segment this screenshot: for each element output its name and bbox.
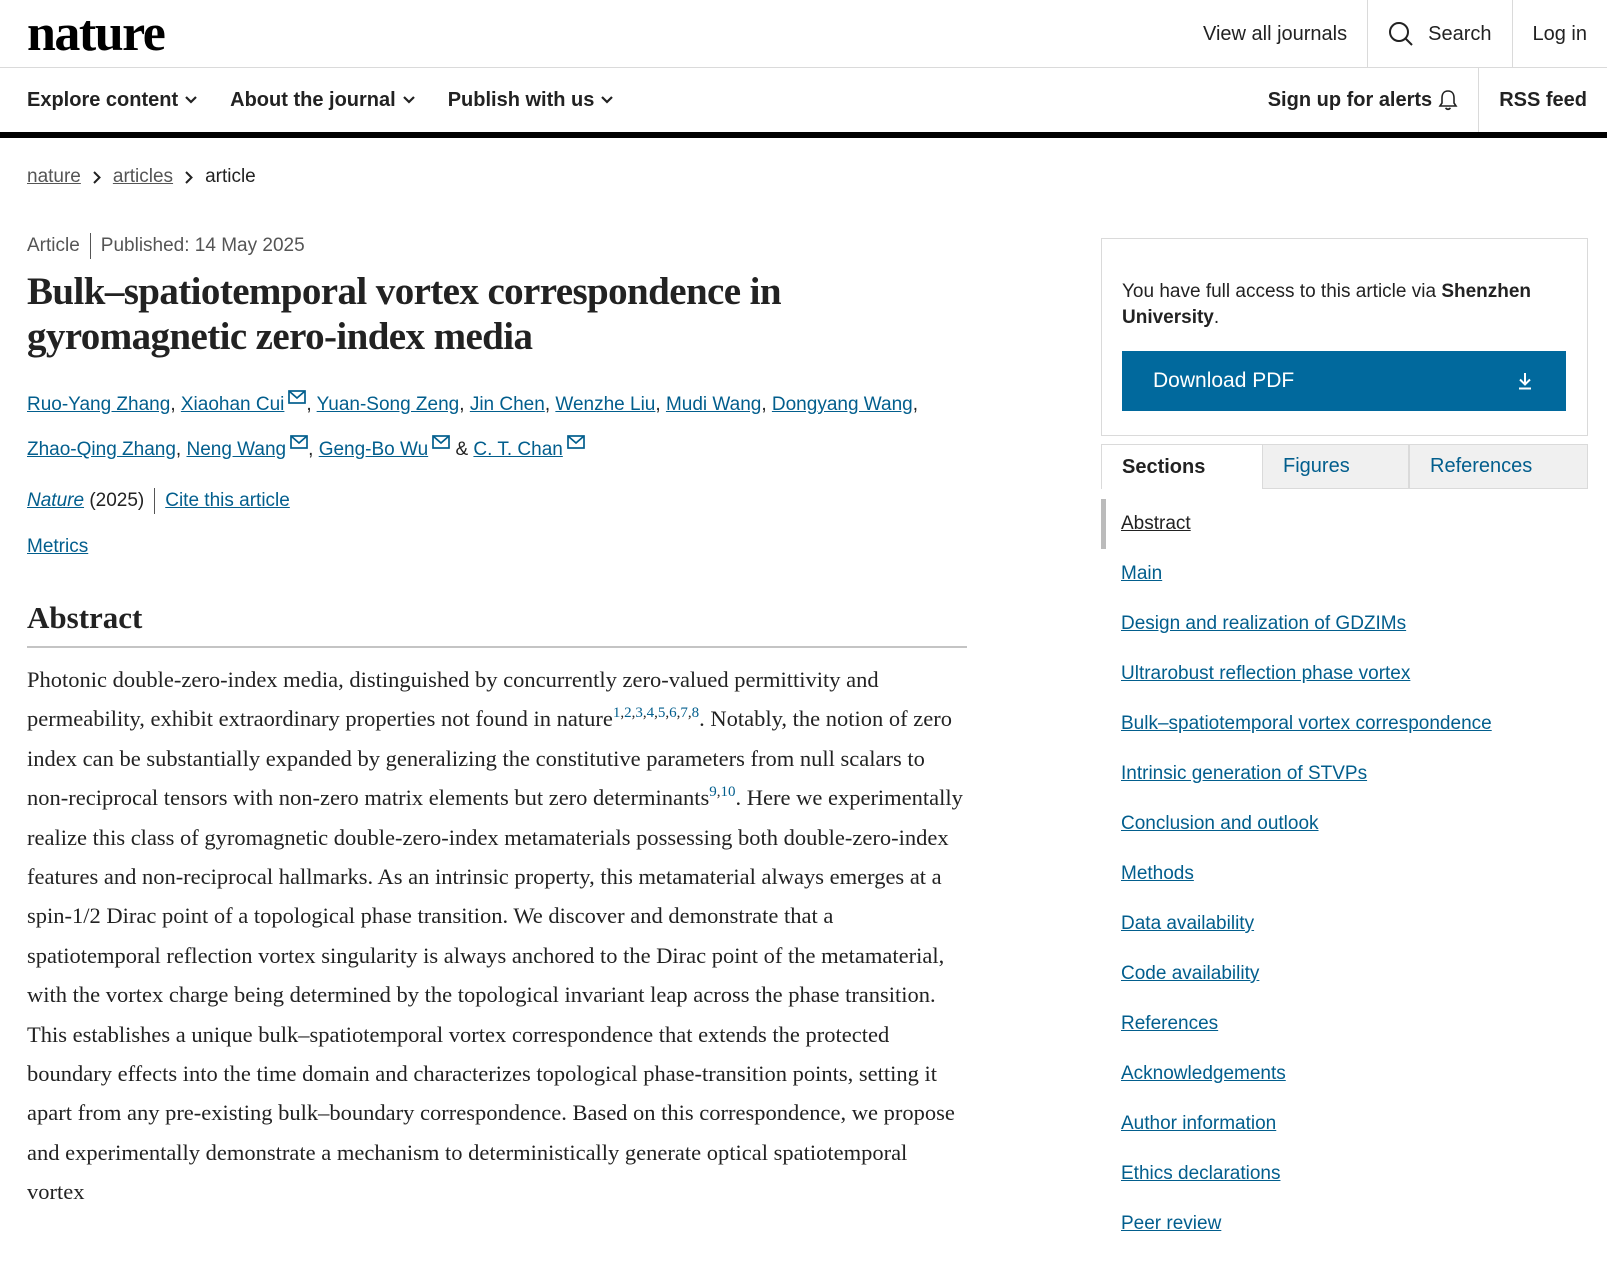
view-all-journals-link[interactable]: View all journals [1202,22,1348,45]
toc-item[interactable]: References [1121,1013,1219,1034]
about-journal-label: About the journal [230,88,396,111]
tab-references[interactable]: References [1409,444,1588,489]
journal-link[interactable] [27,490,84,512]
explore-content-menu[interactable] [27,89,197,112]
publish-with-us-menu[interactable] [448,89,614,112]
toc-item[interactable]: Methods [1121,863,1194,884]
search-icon [1388,21,1414,47]
author-link[interactable]: Ruo-Yang Zhang [27,394,171,415]
access-suffix: . [1213,307,1220,328]
chevron-down-icon [185,96,197,104]
log-in-link[interactable]: Log in [1512,0,1607,68]
abstract-part-1: Photonic double-zero-index media, distinguished by concurrently zero-valued permittivity and permeability, exhibit extraordinary properties not found in nature [27,667,879,732]
article-type: Article [27,235,80,256]
author-link[interactable]: Dongyang Wang [771,394,913,415]
download-pdf-label: Download PDF [1153,369,1295,392]
tab-figures[interactable]: Figures [1262,444,1409,489]
bell-icon [1438,89,1458,111]
journal-nav [0,68,1607,138]
journal-year: (2025) [89,490,145,511]
toc-item[interactable]: Design and realization of GDZIMs [1121,613,1407,634]
reference-link[interactable]: 7 [680,705,688,722]
mail-icon[interactable] [288,379,306,418]
reference-link[interactable]: 8 [691,705,700,722]
toc-item[interactable]: Intrinsic generation of STVPs [1121,763,1368,784]
meta-divider [90,233,91,259]
rss-feed-link[interactable]: RSS feed [1478,68,1607,132]
toc-item[interactable]: Code availability [1121,963,1260,984]
toc-item[interactable]: Bulk–spatiotemporal vortex correspondence [1121,713,1492,734]
article-title: Bulk–spatiotemporal vortex correspondence in gyromagnetic zero-index media [27,270,781,358]
chevron-right-icon [93,171,101,184]
chevron-down-icon [601,96,613,104]
author-link[interactable]: Geng-Bo Wu [318,439,429,460]
abstract-heading: Abstract [27,600,967,648]
institution-name: Shenzhen University [1122,281,1532,328]
toc-item[interactable]: Main [1121,563,1163,584]
publish-with-us-label: Publish with us [447,88,595,111]
mail-icon[interactable] [567,424,585,463]
abstract-text [27,660,967,1212]
journal-citation [27,487,967,515]
abstract-part-2: . Notably, the notion of zero index can be substantially expanded by generalizing the constitutive parameters from null scalars to non-reciprocal tensors with non-zero matrix elements but zero determinants [27,706,952,811]
chevron-right-icon [185,171,193,184]
reference-group-1: 1,2,3,4,5,6,7,8 [612,705,700,722]
reference-link[interactable]: 1 [612,705,621,722]
sidebar-tabs [1101,444,1588,489]
article-main [27,232,967,1212]
metrics-link[interactable]: Metrics [27,536,89,557]
reference-link[interactable]: 5 [657,705,666,722]
author-link[interactable]: Mudi Wang [665,394,762,415]
author-list: Ruo-Yang Zhang, Xiaohan Cui , Yuan-Song Zeng, Jin Chen, Wenzhe Liu, Mudi Wang, Dongyang Wang, Zhao-Qing Zhang, Neng Wang , Geng-Bo Wu & C. T. Chan [27,379,967,469]
breadcrumb-articles-link[interactable]: articles [112,166,174,187]
toc-item[interactable]: Author information [1121,1113,1277,1134]
toc-item[interactable]: Acknowledgements [1121,1063,1286,1084]
reference-link[interactable]: 2 [624,705,632,722]
mail-icon[interactable] [432,424,450,463]
author-link[interactable]: Wenzhe Liu [555,394,656,415]
author-link[interactable]: Jin Chen [469,394,545,415]
reference-group-2: 9,10 [709,784,736,801]
toc-item[interactable]: Peer review [1121,1213,1222,1234]
toc-item[interactable]: Abstract [1101,499,1588,549]
author-link[interactable]: Yuan-Song Zeng [316,394,460,415]
tab-sections[interactable]: Sections [1101,444,1262,489]
toc-item[interactable]: Conclusion and outlook [1121,813,1319,834]
breadcrumb-current: article [205,166,256,187]
breadcrumb-nature-link[interactable]: nature [27,166,81,187]
cite-article-link[interactable]: Cite this article [165,490,290,511]
download-pdf-button[interactable] [1122,351,1566,411]
sections-list [1101,499,1588,1249]
journal-name: Nature [27,490,85,511]
header-links [1183,0,1607,68]
chevron-down-icon [403,96,415,104]
nature-logo[interactable]: nature [27,5,165,62]
reference-link[interactable]: 6 [669,705,677,722]
toc-item[interactable]: Ethics declarations [1121,1163,1281,1184]
access-notice [1122,279,1567,331]
search-button[interactable] [1367,0,1511,68]
about-journal-menu[interactable] [230,89,415,112]
breadcrumb [27,166,256,188]
sign-up-alerts-label: Sign up for alerts [1267,88,1433,111]
sign-up-alerts-link[interactable] [1248,68,1478,132]
author-link[interactable]: Xiaohan Cui [180,394,285,415]
author-link[interactable]: Zhao-Qing Zhang [27,439,176,460]
abstract-part-3: . Here we experimentally realize this class of gyromagnetic double-zero-index metamaterials possessing both double-zero-index features and non-reciprocal hallmarks. As an intrinsic property, this metamaterial always emerges at a spin-1/2 Dirac point of a topological phase transition. We discover and demonstrate that a spatiotemporal reflection vortex singularity is always anchored to the Dirac point of the metamaterial, with the vortex charge being determined by the topological invariant leap across the phase transition. This establishes a unique bulk–spatiotemporal vortex correspondence that extends the protected boundary effects into the time domain and characterizes topological phase-transition points, setting it apart from any pre-existing bulk–boundary correspondence. Based on this correspondence, we propose and experimentally demonstrate a mechanism to deterministically generate optical spatiotemporal vortex [27,785,963,1205]
author-link[interactable]: Neng Wang [186,439,287,460]
reference-link[interactable]: 4 [646,705,655,722]
reference-link[interactable]: 3 [635,705,643,722]
site-header [0,0,1607,68]
reference-link[interactable]: 10 [720,784,736,801]
access-prefix: You have full access to this article via [1122,281,1442,302]
toc-item[interactable]: Data availability [1121,913,1255,934]
citation-divider [154,488,155,514]
access-box [1101,238,1588,436]
download-icon [1518,372,1532,390]
published-date: Published: 14 May 2025 [100,235,305,256]
author-link[interactable]: C. T. Chan [473,439,563,460]
reference-link[interactable]: 9 [709,784,717,801]
article-meta [27,232,967,260]
mail-icon[interactable] [290,424,308,463]
toc-item[interactable]: Ultrarobust reflection phase vortex [1121,663,1411,684]
explore-content-label: Explore content [27,88,179,111]
search-label: Search [1428,22,1492,45]
